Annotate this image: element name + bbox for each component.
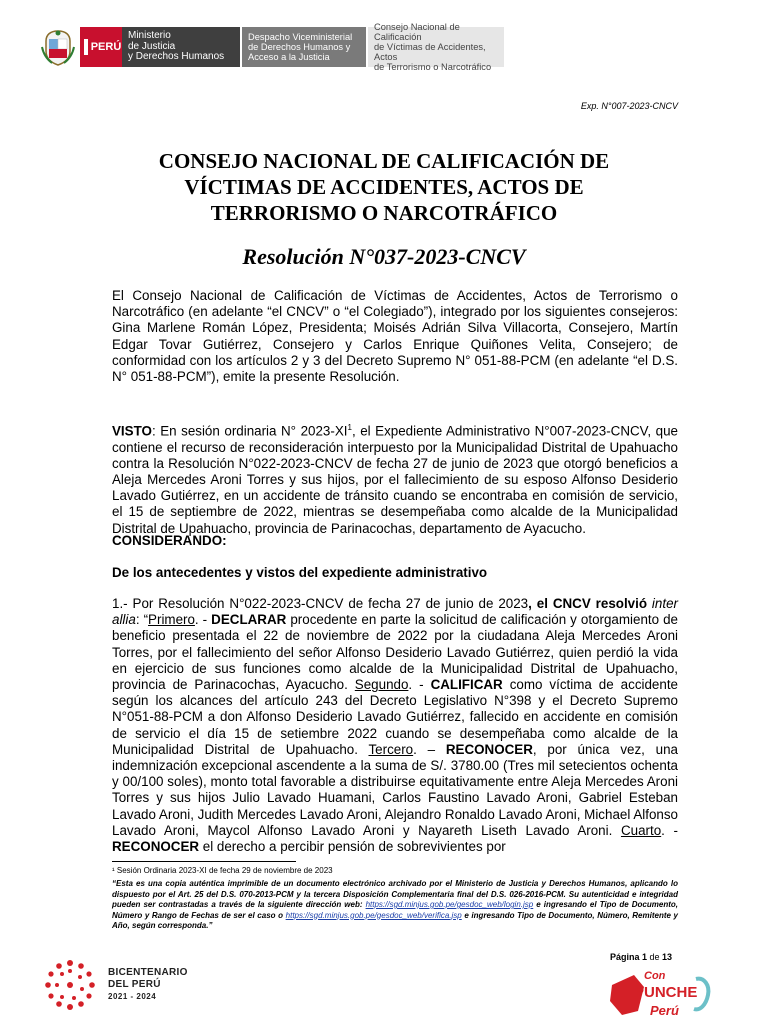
campaign-peru: Perú xyxy=(650,1003,679,1018)
p3-reconocer: RECONOCER xyxy=(445,741,533,757)
p3-text: . - xyxy=(194,612,212,628)
verify-link[interactable]: https://sgd.minjus.gob.pe/gesdoc_web/verifica.jsp xyxy=(285,910,462,920)
p3-text: : “ xyxy=(135,612,149,628)
council-label: Consejo Nacional de Calificación de Víctimas de Accidentes, Actos de Terrorismo o Narcotráfico xyxy=(368,27,504,67)
resolution-number: Resolución N°037-2023-CNCV xyxy=(242,244,526,269)
visto-paragraph xyxy=(112,420,678,537)
page-current: 1 xyxy=(642,952,648,962)
campaign-punche: PUNCHE xyxy=(634,984,698,1001)
con-punche-peru-logo-icon xyxy=(604,965,714,1021)
intro-paragraph: El Consejo Nacional de Calificación de Víctimas de Accidentes, Actos de Terrorismo o Narcotráfico (en adelante “el CNCV” o “el Colegiado”), integrado por los siguientes consejeros: Gina Marlene Román López, Presidenta; Moisés Adrián Silva Villacorta, Consejero, Martín Edgar Tovar Gutiérrez, Consejero y Carlos Enrique Quiñones Velita, Consejero; de conformidad con los artículos 2 y 3 del Decreto Supremo N° 051-88-PCM (en adelante “el D.S. N° 051-88-PCM”), emite la presente Resolución. xyxy=(112,288,678,385)
antecedentes-paragraph xyxy=(112,596,678,855)
p3-text: . – xyxy=(413,741,446,757)
p3-text: . - xyxy=(408,677,431,693)
p3-calificar: CALIFICAR xyxy=(430,677,503,693)
footnote-ref[interactable]: 1 xyxy=(347,423,352,432)
p3-primero: Primero xyxy=(148,612,195,628)
peru-brand-box xyxy=(80,27,122,67)
footnote-divider xyxy=(112,861,296,862)
page-total: 13 xyxy=(662,952,673,962)
login-link[interactable]: https://sgd.minjus.gob.pe/gesdoc_web/login.jsp xyxy=(365,900,534,909)
page-number xyxy=(610,952,672,962)
p3-text: como víctima de accidente según los alcances del artículo 243 del Decreto Legislativo N°398 y el Decreto Supremo N°051-88-PCM a don Alfonso Desiderio Lavado Gutiérrez, fallecido en accidente en comisión de servicio el día 15 de setiembre 2022 cuando se desempeñaba como alcalde de la Municipalidad Distrital de Upahuacho. xyxy=(112,677,678,757)
authenticity-text: e ingresando el Tipo de Documento, Número y Rango de Fechas de ser el caso o xyxy=(112,900,678,920)
authenticity-note xyxy=(112,879,678,932)
flag-stripe-icon xyxy=(84,39,88,55)
p3-text: , por única vez, una indemnización excepcional ascendente a la suma de S/. 3780.00 (Tres mil setecientos ochenta y 00/100 soles), monto total favorable a distribuirse equitativamente entre Aleja Mercedes Aroni Torres y sus hijos Julio Lavado Huamani, Carlos Faustino Lavado Aroni, Gabriel Esteban Lavado Aroni, Judith Mercedes Lavado Aroni, Alejandro Ronaldo Lavado Aroni, Michael Alfonso Lavado Aroni, Maycol Alfonso Lavado Aroni y Nayareth Liseth Lavado Aroni. xyxy=(112,741,678,838)
visto-text: : En sesión ordinaria N° 2023-XI xyxy=(151,423,348,439)
page-label: Página xyxy=(610,952,643,962)
p3-text: , el CNCV resolvió xyxy=(528,596,652,611)
bicentenario-years: 2021 - 2024 xyxy=(108,992,157,1001)
p3-text: . - xyxy=(661,822,678,838)
p3-latin: inter allia xyxy=(112,596,678,628)
authenticity-text: “Esta es una copia auténtica imprimible de un documento electrónico archivado por el Ministerio de Justicia y Derechos Humanos, aplicando lo dispuesto por el Art. 25 del D.S. 070-2013-PCM y la tercera Disposición Complementaria final del D.S. 026-2016-PCM. Su autenticidad e integridad pueden ser contrastadas a través de la siguiente dirección web: xyxy=(112,879,678,909)
coat-of-arms-icon xyxy=(40,27,76,67)
p3-reconocer: RECONOCER xyxy=(112,839,200,855)
page-of: de xyxy=(647,952,663,962)
p3-text: procedente en parte la solicitud de calificación y otorgamiento de beneficio presentada el 22 de noviembre de 2022 por la ciudadana Aleja Mercedes Aroni Torres, por el fallecimiento del señor Alfonso Desiderio Lavado Gutiérrez, quien perdió la vida en ejercicio de sus funciones como alcalde de la Municipalidad Distrital de Upahuacho, provincia de Parinacochas, Ayacucho. xyxy=(112,612,678,693)
p3-tercero: Tercero xyxy=(368,741,414,757)
ministry-label: Ministerio de Justicia y Derechos Humanos xyxy=(122,27,240,67)
visto-label: VISTO xyxy=(112,423,152,439)
bicentenario-line-1: BICENTENARIO xyxy=(108,967,188,978)
footnote-1: ¹ Sesión Ordinaria 2023-XI de fecha 29 de noviembre de 2023 xyxy=(112,866,333,875)
section-subheading: De los antecedentes y vistos del expediente administrativo xyxy=(112,565,488,580)
visto-text-continued: , el Expediente Administrativo N°007-2023-CNCV, que contiene el recurso de reconsideración interpuesto por la Municipalidad Distrital de Upahuacho contra la Resolución N°022-2023-CNCV de fecha 27 de junio de 2023 que otorgó beneficios a Aleja Mercedes Aroni Torres y sus hijos, por el fallecimiento de su esposo Alfonso Desiderio Lavado Gutiérrez, en un accidente de tránsito cuando se encontraba en comisión de servicio, el 15 de septiembre de 2022, mientras se desempeñaba como alcalde de la Municipalidad Distrital de Upahuacho, provincia de Parinacochas, departamento de Ayacucho. xyxy=(112,423,678,536)
country-label: PERÚ xyxy=(90,41,122,53)
campaign-con: Con xyxy=(644,970,666,982)
bicentenario-line-2: DEL PERÚ xyxy=(108,979,161,990)
office-label: Despacho Viceministerial de Derechos Humanos y Acceso a la Justicia xyxy=(242,27,366,67)
bicentenario-text xyxy=(108,967,188,1003)
bicentenario-logo-icon xyxy=(40,955,100,1015)
p3-segundo: Segundo xyxy=(354,677,409,693)
p3-cuarto: Cuarto xyxy=(620,822,662,838)
document-title: CONSEJO NACIONAL DE CALIFICACIÓN DE VÍCTIMAS DE ACCIDENTES, ACTOS DE TERRORISMO O NARCOTRÁFICO xyxy=(158,149,610,225)
expediente-number: Exp. N°007-2023-CNCV xyxy=(580,101,678,111)
authenticity-text: e ingresando Tipo de Documento, Número, Remitente y Año, según corresponda.” xyxy=(112,910,679,930)
p3-text: 1.- Por Resolución N°022-2023-CNCV de fecha 27 de junio de 2023 xyxy=(112,596,529,611)
considerando-heading: CONSIDERANDO: xyxy=(112,533,227,548)
p3-declarar: DECLARAR xyxy=(211,612,287,628)
p3-text: el derecho a percibir pensión de sobrevivientes por xyxy=(199,839,506,855)
